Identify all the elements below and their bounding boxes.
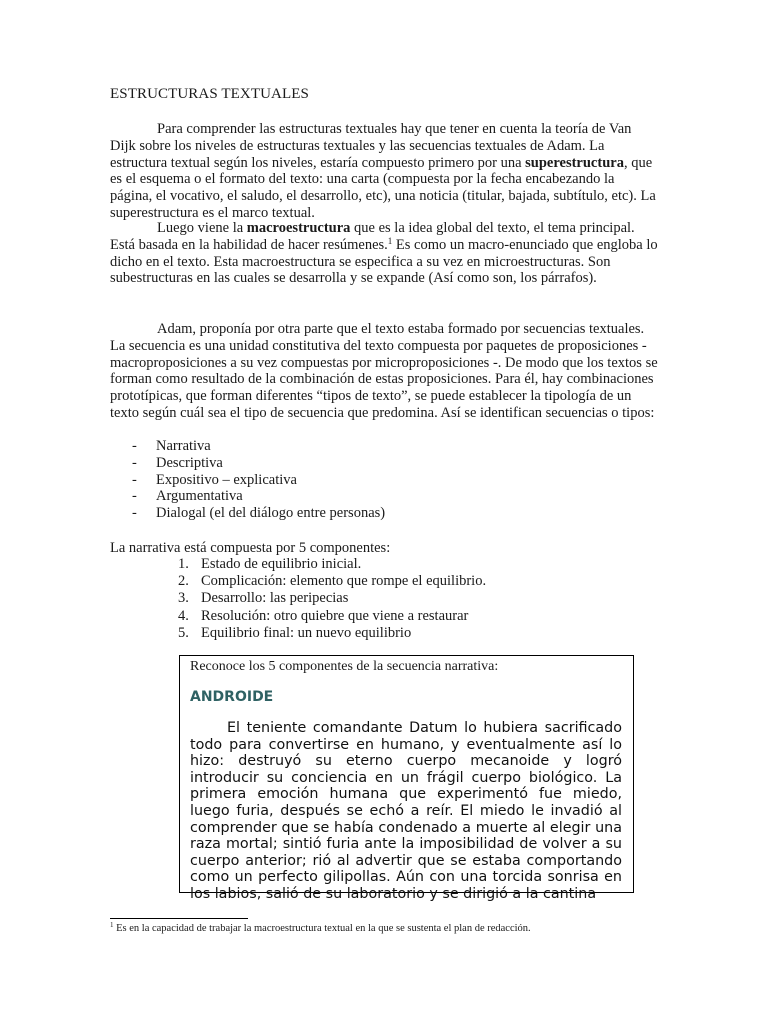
list-item <box>110 438 385 455</box>
bullet-dash: - <box>132 438 137 454</box>
list-item-text: Expositivo – explicativa <box>156 471 297 488</box>
paragraph-text: Adam, proponía por otra parte que el texto estaba formado por secuencias textuales. La secuencia es una unidad constitutiva del texto compuesta por paquetes de proposiciones -macroproposiciones a su vez compuestas por microproposiciones -. De modo que los textos se forman como resultado de la combinación de estas proposiciones. Para él, hay combinaciones prototípicas, que forman diferentes “tipos de texto”, se puede establecer la tipología de un texto según cuál sea el tipo de secuencia que predomina. Así se identifican secuencias o tipos: <box>110 321 658 421</box>
exercise-box <box>179 655 634 902</box>
list-item <box>178 590 486 607</box>
paragraph-text: , que es el esquema o el formato del texto: una carta (compuesta por la fecha encabezando la página, el vocativo, el saludo, el desarrollo, etc), una noticia (titular, bajada, subtítulo, etc). La superestructura es el marco textual. <box>110 154 656 221</box>
list-item-text: Argumentativa <box>156 488 243 505</box>
list-item <box>178 556 486 573</box>
story-title: ANDROIDE <box>190 689 274 705</box>
list-item <box>110 455 385 472</box>
paragraph-text: que es la idea global del texto, el tema principal. Está basada en la habilidad de hacer resúmenes. <box>110 220 635 253</box>
bullet-dash: - <box>132 454 137 471</box>
paragraph-text: Luego viene la <box>157 220 247 236</box>
footnote-separator <box>110 918 248 919</box>
term-superestructura: superestructura <box>525 154 624 171</box>
list-number: 1. <box>178 556 189 572</box>
story-text: El teniente comandante Datum lo hubiera sacrificado todo para convertirse en humano, y eventualmente así lo hizo: destruyó su eterno cuerpo mecanoide y logró introducir su conciencia en un frágil cuerpo biológico. La primera emoción humana que experimentó fue miedo, luego furia, después se echó a reír. El miedo le invadió al comprender que se había condenado a muerte al elegir una raza mortal; sintió furia ante la imposibilidad de volver a su cuerpo anterior; rió al advertir que se estaba comportando como un perfecto gilipollas. Aún con una torcida sonrisa en los labios, salió de su laboratorio y se dirigió a la cantina <box>190 720 622 902</box>
list-item <box>178 608 486 625</box>
paragraph-text: Es como un macro-enunciado que engloba lo dicho en el texto. Esta macroestructura se especifica a su vez en microestructuras. Son subestructuras en las cuales se desarrolla y se expande (Así como son, los párrafos). <box>110 236 658 287</box>
footnote-reference: 1 <box>387 235 393 246</box>
list-number: 5. <box>178 624 189 641</box>
paragraph-superestructura <box>110 121 658 222</box>
list-item <box>178 625 486 642</box>
list-item <box>110 472 385 489</box>
footnote-text: Es en la capacidad de trabajar la macroestructura textual en la que se sustenta el plan de redacción. <box>113 923 531 934</box>
list-item-text: Narrativa <box>156 438 211 454</box>
paragraph-text: Para comprender las estructuras textuales hay que tener en cuenta la teoría de Van Dijk sobre los niveles de estructuras textuales y las secuencias textuales de Adam. La estructura textual según los niveles, estaría compuesto primero por una <box>110 121 632 171</box>
list-item <box>110 488 385 505</box>
list-item-text: Resolución: otro quiebre que viene a restaurar <box>201 607 469 624</box>
narrative-components-list <box>178 556 486 642</box>
footnote-mark: 1 <box>110 921 114 929</box>
list-item <box>110 505 385 522</box>
list-item <box>178 573 486 590</box>
paragraph-macroestructura <box>110 220 658 287</box>
sequence-types-list <box>110 438 385 522</box>
list-item-text: Estado de equilibrio inicial. <box>201 556 362 572</box>
bullet-dash: - <box>132 505 137 522</box>
list-item-text: Equilibrio final: un nuevo equilibrio <box>201 624 412 641</box>
list-item-text: Dialogal (el del diálogo entre personas) <box>156 505 386 522</box>
footnote <box>110 923 531 934</box>
list-item-text: Desarrollo: las peripecias <box>201 590 349 607</box>
list-number: 3. <box>178 590 189 607</box>
list-number: 4. <box>178 607 189 624</box>
paragraph-secuencias <box>110 321 658 422</box>
list-number: 2. <box>178 573 189 590</box>
exercise-instruction: Reconoce los 5 componentes de la secuencia narrativa: <box>190 659 499 674</box>
bullet-dash: - <box>132 471 137 488</box>
list-item-text: Descriptiva <box>156 454 223 471</box>
list-item-text: Complicación: elemento que rompe el equilibrio. <box>201 573 487 590</box>
narrative-intro: La narrativa está compuesta por 5 componentes: <box>110 540 391 556</box>
document-title: ESTRUCTURAS TEXTUALES <box>110 86 309 102</box>
term-macroestructura: macroestructura <box>246 220 351 236</box>
bullet-dash: - <box>132 488 137 505</box>
